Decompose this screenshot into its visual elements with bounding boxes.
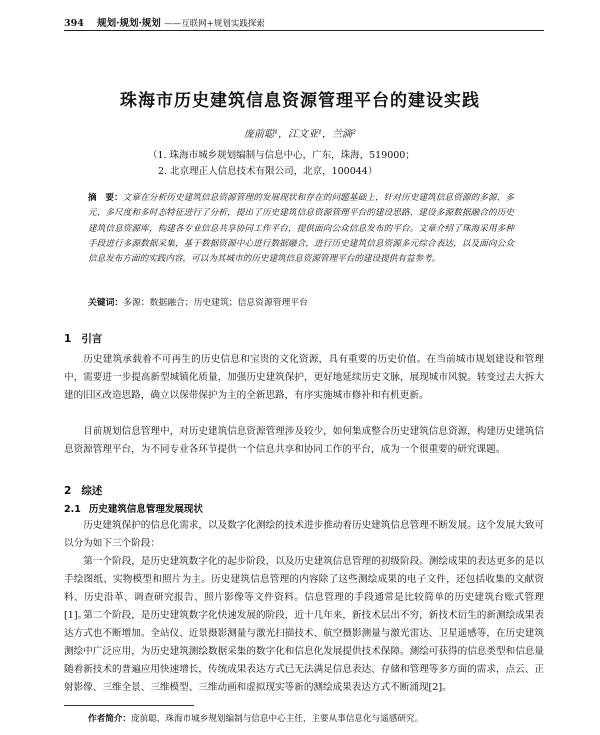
abstract-label: 摘 要： — [88, 193, 123, 203]
subsection-number: 2.1 — [64, 504, 81, 515]
running-header — [64, 15, 544, 29]
overview-paragraph-3: 第二个阶段，是历史建筑数字化快速发展的阶段，近十几年来，新技术层出不穷，新技术衍生的新测绘成果表达方式也不断增加。全站仪、近景摄影测量与激光扫描技术、航空摄影测量与激光雷达、卫星遥感等，在历史建筑测绘中广泛应用，为历史建筑测绘数据采集的数字化和信息化发展提供技术保障。测绘可获得的信息类型和信息量随着新技术的普遍应用快速增长，传统成果表达方式已无法满足信息表达、存储和管理等多方面的需求，点云、正射影像、三维全景、三维模型、三维动画和虚拟现实等新的测绘成果表达方式不断涌现[2]。 — [64, 610, 544, 693]
header-rule — [64, 30, 544, 31]
intro-paragraph-2: 目前规划信息管理中，对历史建筑信息资源管理涉及较少，如何集成整合历史建筑信息资源，构建历史建筑信息资源管理平台，为不同专业各环节提供一个信息共享和协同工作的平台，成为一个很重要的研究课题。 — [64, 426, 544, 455]
article-title: 珠海市历史建筑信息资源管理平台的建设实践 — [120, 91, 480, 111]
subsection-title: 历史建筑信息管理发展现状 — [88, 504, 203, 515]
article-authors: 庞前聪¹，江文亚¹，兰滴² — [243, 129, 357, 140]
affiliation-2: 2. 北京理正人信息技术有限公司，北京，100044） — [158, 166, 378, 177]
journal-subtitle: ——互联网+规划实践探索 — [164, 19, 265, 29]
keywords-label: 关键词： — [88, 298, 124, 308]
abstract — [88, 191, 514, 267]
affiliation-1: （1. 珠海市城乡规划编制与信息中心，广东，珠海，519000； — [148, 150, 415, 161]
section-heading-introduction — [64, 331, 102, 346]
section-title: 引言 — [81, 333, 103, 345]
journal-name: 规划·规划·规划 — [97, 18, 161, 29]
author-footnote — [88, 712, 548, 724]
overview-paragraph-1: 历史建筑保护的信息化需求，以及数字化测绘的技术进步推动着历史建筑信息管理不断发展。这个发展大致可以分为如下三个阶段： — [64, 520, 544, 549]
footnote-text: 庞前聪，珠海市城乡规划编制与信息中心主任，主要从事信息化与遥感研究。 — [130, 714, 424, 724]
overview-paragraph-2: 第一个阶段，是历史建筑数字化的起步阶段，以及历史建筑信息管理的初级阶段。测绘成果的表达更多的是以手绘图纸、实物模型和照片为主。历史建筑信息管理的内容除了这些测绘成果的电子文件，还包括收集的文献资料、历史沿革、调查研究报告、照片影像等文件资料。信息管理的手段通常是比较简单的历史建筑台账式管理[1]。 — [64, 556, 544, 621]
abstract-text: 文章在分析历史建筑信息资源管理的发展现状和存在的问题基础上，针对历史建筑信息资源的多源、多元、多尺度和多时态特征进行了分析，提出了历史建筑信息资源管理平台的建设思路，建设多源数据融合的历史建筑信息资源库，构建各专业信息共享协同工作平台，提供面向公众信息发布的平台。文章介绍了珠海采用多种手段进行多源数据采集，基于数据资源中心进行数据融合，进行历史建筑信息资源多元综合表达，以及面向公众信息发布方面的实践内容，可以为其城市的历史建筑信息资源管理平台的建设提供有益参考。 — [88, 193, 514, 265]
page-number: 394 — [64, 18, 84, 29]
keywords-text: 多源；数据融合；历史建筑；信息资源管理平台 — [123, 298, 308, 308]
subsection-heading — [64, 501, 203, 515]
section-number: 1 — [64, 333, 72, 345]
keywords — [88, 295, 514, 308]
section-heading-overview — [64, 483, 102, 498]
footnote-rule — [64, 705, 194, 706]
intro-paragraph-1: 历史建筑承载着不可再生的历史信息和宝贵的文化资源，具有重要的历史价值。在当前城市规划建设和管理中，需要进一步提高新型城镇化质量，加强历史建筑保护，更好地延续历史文脉，展现城市风貌。转变过去大拆大建的旧区改造思路，确立以保带保护为主的全新思路，有序实施城市修补和有机更新。 — [64, 354, 544, 401]
section-number: 2 — [64, 485, 72, 497]
footnote-label: 作者简介： — [88, 714, 131, 724]
section-title: 综述 — [81, 485, 103, 497]
